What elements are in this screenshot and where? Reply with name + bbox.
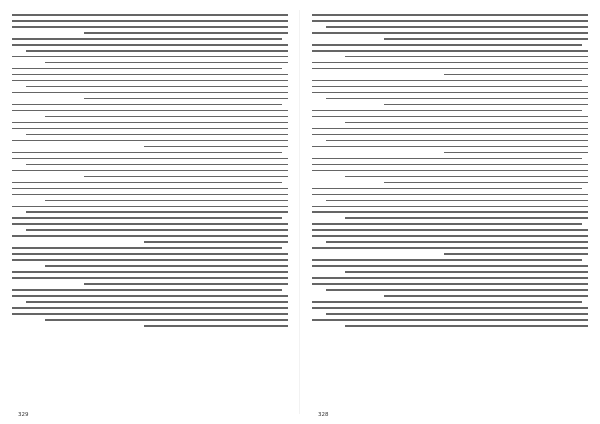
paragraph bbox=[312, 259, 588, 297]
paragraph bbox=[312, 44, 588, 76]
right-page-text-block bbox=[312, 14, 588, 406]
right-page-number: 328 bbox=[318, 412, 329, 418]
paragraph bbox=[312, 188, 588, 220]
paragraph bbox=[12, 104, 288, 147]
paragraph bbox=[12, 38, 288, 64]
paragraph bbox=[312, 110, 588, 153]
left-page-number: 329 bbox=[18, 412, 29, 418]
paragraph bbox=[12, 68, 288, 100]
left-page-text-block bbox=[12, 14, 288, 406]
paragraph bbox=[12, 217, 288, 243]
page-gutter bbox=[299, 10, 300, 414]
paragraph bbox=[312, 14, 588, 40]
paragraph bbox=[312, 158, 588, 184]
paragraph bbox=[12, 182, 288, 214]
paragraph bbox=[12, 247, 288, 285]
paragraph bbox=[312, 80, 588, 106]
paragraph bbox=[12, 289, 288, 327]
paragraph bbox=[12, 152, 288, 178]
paragraph bbox=[12, 14, 288, 34]
paragraph bbox=[312, 301, 588, 327]
paragraph bbox=[312, 223, 588, 255]
